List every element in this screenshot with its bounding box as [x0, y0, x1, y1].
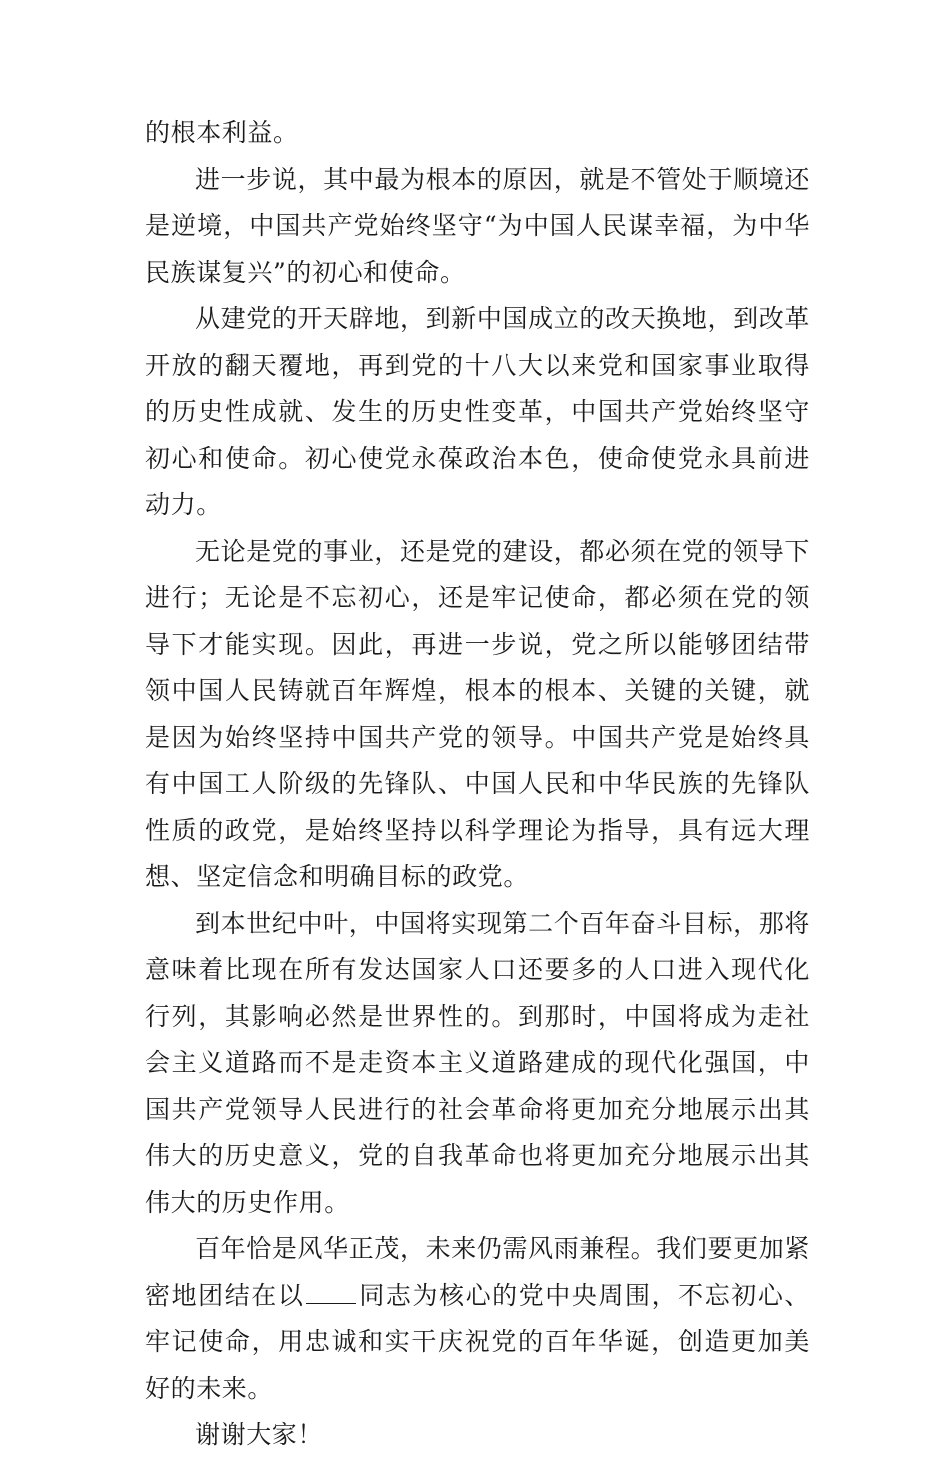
paragraph-history: 从建党的开天辟地，到新中国成立的改天换地，到改革开放的翻天覆地，再到党的十八大以来党和国家事业取得的历史性成就、发生的历史性变革，中国共产党始终坚守初心和使命。初心使党永葆政治本色，使命使党永具前进动力。: [145, 304, 810, 519]
document-body: [145, 110, 810, 1459]
paragraph-thanks: 谢谢大家！: [195, 1420, 324, 1449]
closing-text-after-blank: 同志为核心的党中央周围，不忘初心、牢记使命，用忠诚和实干庆祝党的百年华诞，创造更加美好的未来。: [145, 1280, 810, 1403]
name-blank-line: [306, 1275, 356, 1304]
paragraph-root-cause: 进一步说，其中最为根本的原因，就是不管处于顺境还是逆境，中国共产党始终坚守“为中国人民谋幸福，为中华民族谋复兴”的初心和使命。: [145, 164, 810, 287]
closing-text-before-blank: 百年恰是风华正茂，未来仍需风雨兼程。我们要更加紧密地团结在以: [145, 1234, 810, 1310]
paragraph-leadership: 无论是党的事业，还是党的建设，都必须在党的领导下进行；无论是不忘初心，还是牢记使命，都必须在党的领导下才能实现。因此，再进一步说，党之所以能够团结带领中国人民铸就百年辉煌，根本的根本、关键的关键，就是因为始终坚持中国共产党的领导。中国共产党是始终具有中国工人阶级的先锋队、中国人民和中华民族的先锋队性质的政党，是始终坚持以科学理论为指导，具有远大理想、坚定信念和明确目标的政党。: [145, 536, 810, 891]
paragraph-closing: [145, 1226, 810, 1412]
paragraph-mid-century: 到本世纪中叶，中国将实现第二个百年奋斗目标，那将意味着比现在所有发达国家人口还要多的人口进入现代化行列，其影响必然是世界性的。到那时，中国将成为走社会主义道路而不是走资本主义道路建成的现代化强国，中国共产党领导人民进行的社会革命将更加充分地展示出其伟大的历史意义，党的自我革命也将更加充分地展示出其伟大的历史作用。: [145, 908, 810, 1217]
paragraph-continuation: 的根本利益。: [145, 118, 299, 147]
